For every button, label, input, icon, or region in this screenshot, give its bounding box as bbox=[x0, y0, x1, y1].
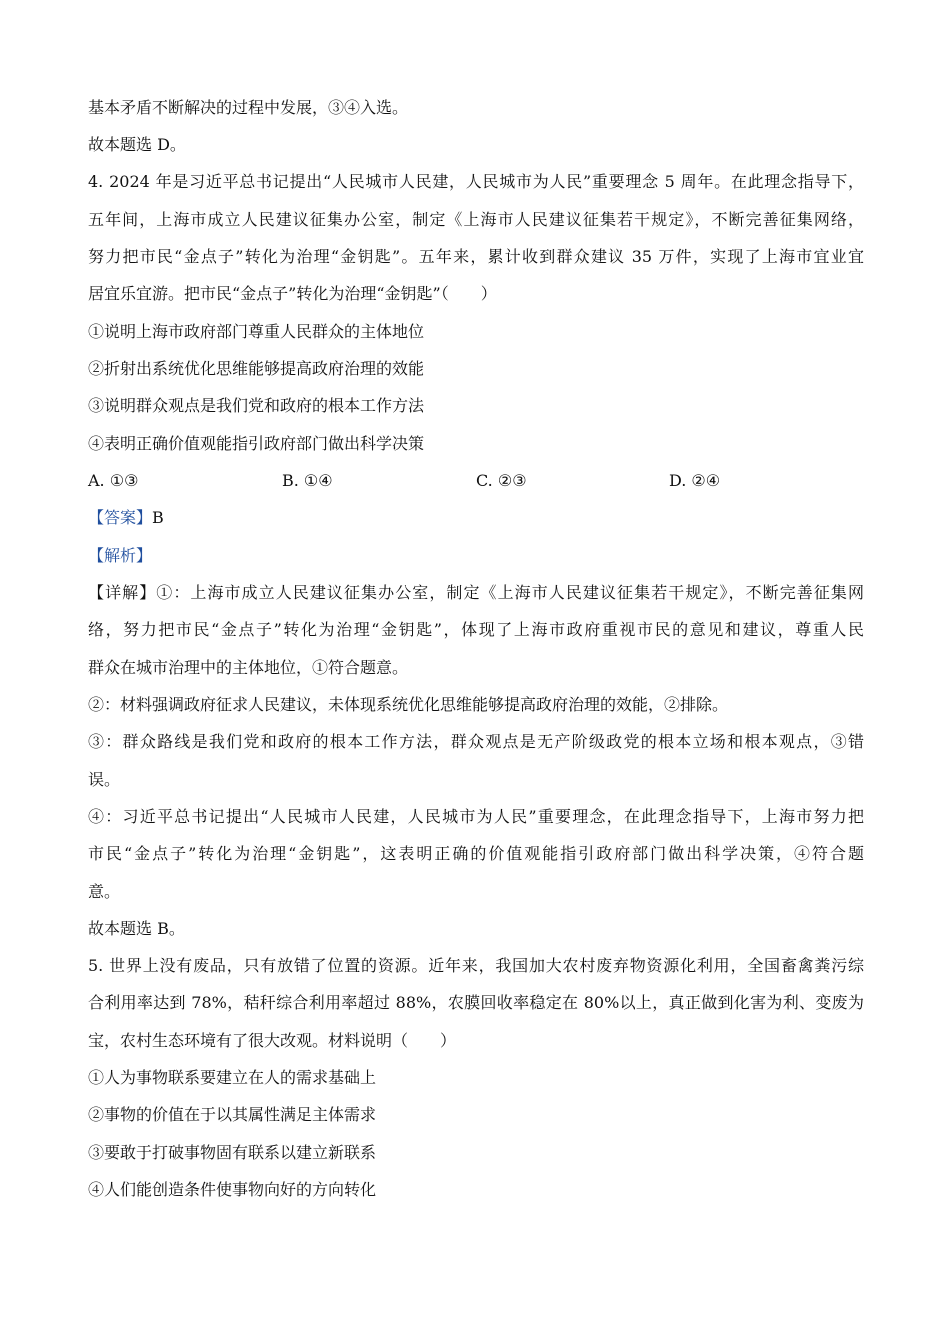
q4-stem-line: 五年间，上海市成立人民建议征集办公室，制定《上海市人民建议征集若干规定》，不断完善征集网络， bbox=[88, 210, 864, 229]
answer-value: B bbox=[152, 508, 164, 527]
q4-statement: ③说明群众观点是我们党和政府的根本工作方法 bbox=[88, 396, 425, 415]
prev-answer-choice: 故本题选 D。 bbox=[88, 135, 186, 154]
q4-option-b: B. ①④ bbox=[282, 471, 333, 490]
q4-detail-line: 【详解】①：上海市成立人民建议征集办公室，制定《上海市人民建议征集若干规定》，不断完善征集网 bbox=[88, 583, 864, 602]
analysis-label: 【解析】 bbox=[88, 546, 153, 565]
prev-answer-conclusion: 基本矛盾不断解决的过程中发展，③④入选。 bbox=[88, 98, 409, 117]
q4-statement: ②折射出系统优化思维能够提高政府治理的效能 bbox=[88, 359, 425, 378]
q4-stem-line: 努力把市民“金点子”转化为治理“金钥匙”。五年来，累计收到群众建议 35 万件，实现了上海市宜业宜 bbox=[88, 247, 864, 266]
q4-detail-line: 市民“金点子”转化为治理“金钥匙”，这表明正确的价值观能指引政府部门做出科学决策，④符合题 bbox=[88, 844, 864, 863]
q5-statement: ③要敢于打破事物固有联系以建立新联系 bbox=[88, 1143, 377, 1162]
q4-detail-line: ②：材料强调政府征求人民建议，未体现系统优化思维能够提高政府治理的效能，②排除。 bbox=[88, 695, 729, 714]
q4-detail-line: 络，努力把市民“金点子”转化为治理“金钥匙”，体现了上海市政府重视市民的意见和建议，尊重人民 bbox=[88, 620, 864, 639]
q5-statement: ④人们能创造条件使事物向好的方向转化 bbox=[88, 1180, 377, 1199]
q5-stem-line: 合利用率达到 78%，秸秆综合利用率超过 88%，农膜回收率稳定在 80%以上，真正做到化害为利、变废为 bbox=[88, 993, 864, 1012]
q5-stem-line: 宝，农村生态环境有了很大改观。材料说明（ ） bbox=[88, 1031, 457, 1050]
q4-detail-line: 意。 bbox=[88, 882, 121, 901]
q5-stem-line: 5. 世界上没有废品，只有放错了位置的资源。近年来，我国加大农村废弃物资源化利用，全国畜禽粪污综 bbox=[88, 956, 864, 975]
q4-detail-line: 故本题选 B。 bbox=[88, 919, 185, 938]
q4-statement: ①说明上海市政府部门尊重人民群众的主体地位 bbox=[88, 322, 425, 341]
q4-stem-line: 居宜乐宜游。把市民“金点子”转化为治理“金钥匙”（ ） bbox=[88, 284, 497, 303]
q5-statement: ②事物的价值在于以其属性满足主体需求 bbox=[88, 1105, 377, 1124]
q4-stem-line: 4. 2024 年是习近平总书记提出“人民城市人民建，人民城市为人民”重要理念 5 周年。在此理念指导下， bbox=[88, 172, 864, 191]
q4-option-c: C. ②③ bbox=[476, 471, 527, 490]
q4-option-a: A. ①③ bbox=[88, 471, 139, 490]
q4-detail-line: 误。 bbox=[88, 770, 121, 789]
q4-detail-line: 群众在城市治理中的主体地位，①符合题意。 bbox=[88, 658, 409, 677]
q4-detail-line: ③：群众路线是我们党和政府的根本工作方法，群众观点是无产阶级政党的根本立场和根本观点，③错 bbox=[88, 732, 864, 751]
q5-statement: ①人为事物联系要建立在人的需求基础上 bbox=[88, 1068, 377, 1087]
q4-statement: ④表明正确价值观能指引政府部门做出科学决策 bbox=[88, 434, 425, 453]
q4-detail-line: ④：习近平总书记提出“人民城市人民建，人民城市为人民”重要理念，在此理念指导下，上海市努力把 bbox=[88, 807, 864, 826]
answer-label: 【答案】 bbox=[88, 508, 153, 527]
q4-answer bbox=[88, 507, 864, 529]
q4-option-d: D. ②④ bbox=[669, 471, 721, 490]
